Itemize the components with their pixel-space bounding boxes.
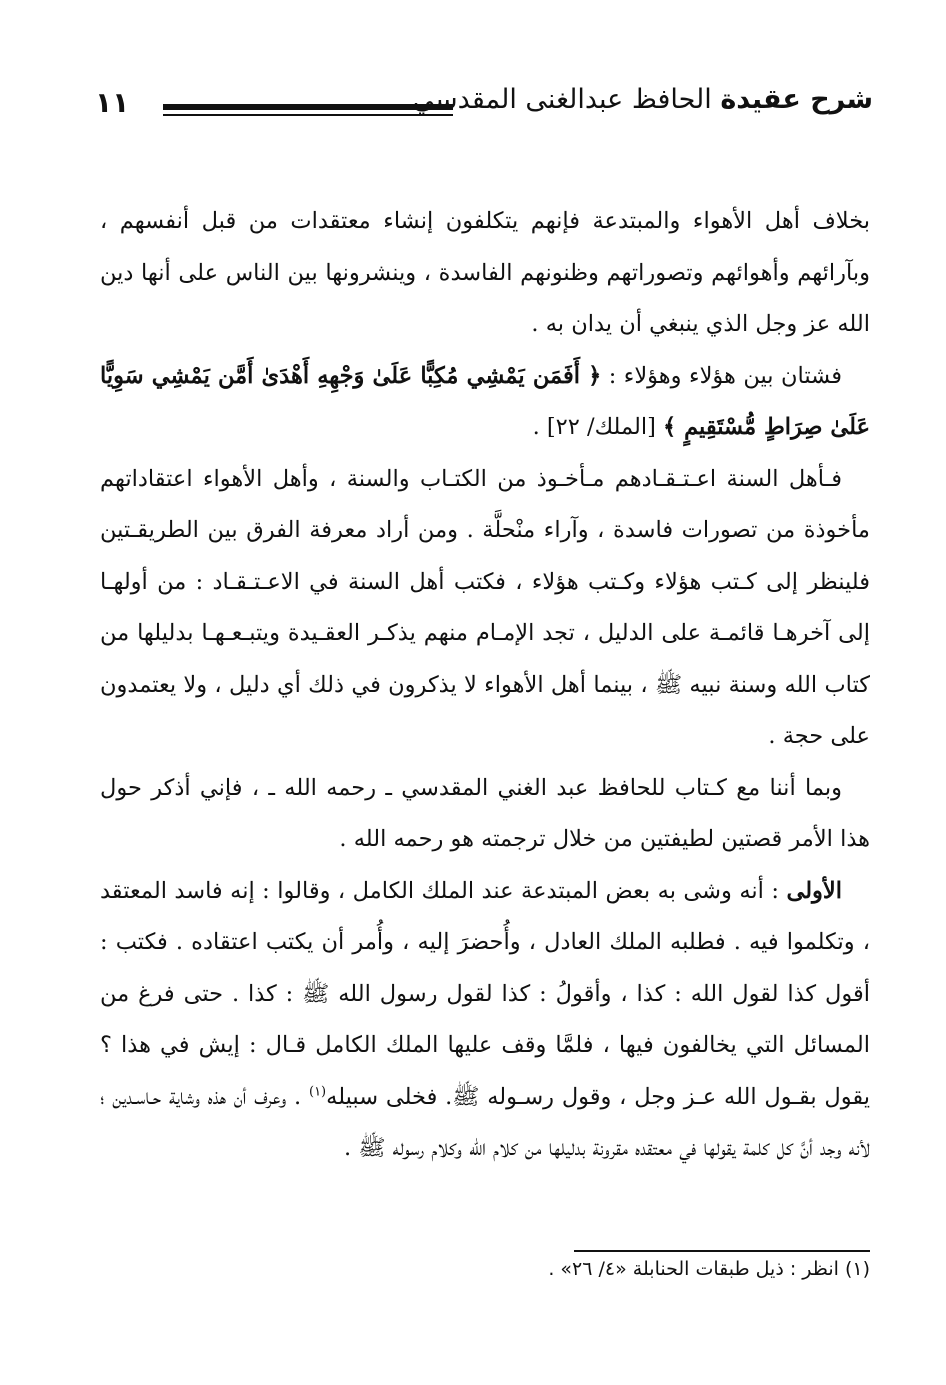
quran-verse: ﴿ أَفَمَن يَمْشِي مُكِبًّا عَلَىٰ وَجْهِهِ أَهْدَىٰ أَمَّن يَمْشِي سَوِيًّا عَلَىٰ صِرَاطٍ مُّسْتَقِيمٍ ﴾ xyxy=(100,362,870,440)
page-number: ١١ xyxy=(95,86,130,119)
verse-reference: [الملك/ ٢٢] . xyxy=(532,414,664,440)
running-title xyxy=(413,84,873,115)
paragraph-5-lead: الأولى xyxy=(786,877,842,904)
header-rule-thin xyxy=(163,114,453,116)
paragraph-2 xyxy=(100,351,870,454)
paragraph-2-intro: فشتان بين هؤلاء وهؤلاء : xyxy=(601,362,842,389)
running-title-bold: شرح عقيدة xyxy=(720,84,873,115)
header-rule-thick xyxy=(163,104,453,110)
paragraph-5-part-a: : أنه وشى به بعض المبتدعة عند الملك الكامل ، وقالوا : إنه فاسد المعتقد ، وتكلموا فيه . فطلبه الملك العادل ، وأُحضرَ إليه ، وأُمر أن يكتب اعتقاده . فكتب : أقول كذا لقول الله : كذا ، وأقولُ : كذا لقول رسول الله ﷺ : كذا . حتى فرغ من المسائل التي يخالفون فيها ، فلمَّا وقف عليها الملك الكامل قـال : إيش في هذا ؟ يقول بقـول الله عـز وجل ، وقول رسـوله ﷺ. فخلى سبيله xyxy=(100,877,870,1110)
running-title-rest: الحافظ عبدالغنى المقدسي xyxy=(412,84,721,115)
main-text xyxy=(100,196,870,1175)
footnote-separator xyxy=(574,1250,870,1252)
paragraph-3: فـأهل السنة اعـتـقـادهم مـأخـوذ من الكتـاب والسنة ، وأهل الأهواء اعتقاداتهم مأخوذة من تصورات فاسدة ، وآراء منْحلَّة . ومن أراد معرفة الفرق بين الطريقـتين فلينظر إلى كـتب هؤلاء وكـتب هؤلاء ، فكتب أهل السنة في الاعـتـقـاد : من أولهـا إلى آخرهـا قائمـة على الدليل ، تجد الإمـام منهم يذكـر العقـيدة ويتبـعـهـا بدليلها من كتاب الله وسنة نبيه ﷺ ، بينما أهل الأهواء لا يذكرون في ذلك أي دليل ، ولا يعتمدون على حجة . xyxy=(100,465,870,749)
paragraph-4: وبما أننا مع كـتاب للحافظ عبد الغني المقدسي ـ رحمه الله ـ ، فإني أذكر حول هذا الأمر قصتين لطيفتين من خلال ترجمته هو رحمه الله . xyxy=(100,774,870,852)
footnote: (١) انظر : ذيل طبقات الحنابلة «٤/ ٢٦» . xyxy=(548,1258,870,1280)
paragraph-1: بخلاف أهل الأهواء والمبتدعة فإنهم يتكلفون إنشاء معتقدات من قبل أنفسهم ، وبآرائهم وأهوائهم وتصوراتهم وظنونهم الفاسدة ، وينشرونها بين الناس على أنها دين الله عز وجل الذي ينبغي أن يدان به . xyxy=(100,208,870,337)
paragraph-5-part-b: . وعرف أن هذه وشاية حـاسـدين ؛ لأنه وجد أنَّ كل كلمة يقولها في معتقده مقرونة بدليلها من كلام الله وكلام رسوله ﷺ . xyxy=(100,1083,870,1161)
paragraph-5 xyxy=(100,866,870,1175)
page-header xyxy=(95,78,873,128)
footnote-marker: (١) xyxy=(308,1084,327,1099)
